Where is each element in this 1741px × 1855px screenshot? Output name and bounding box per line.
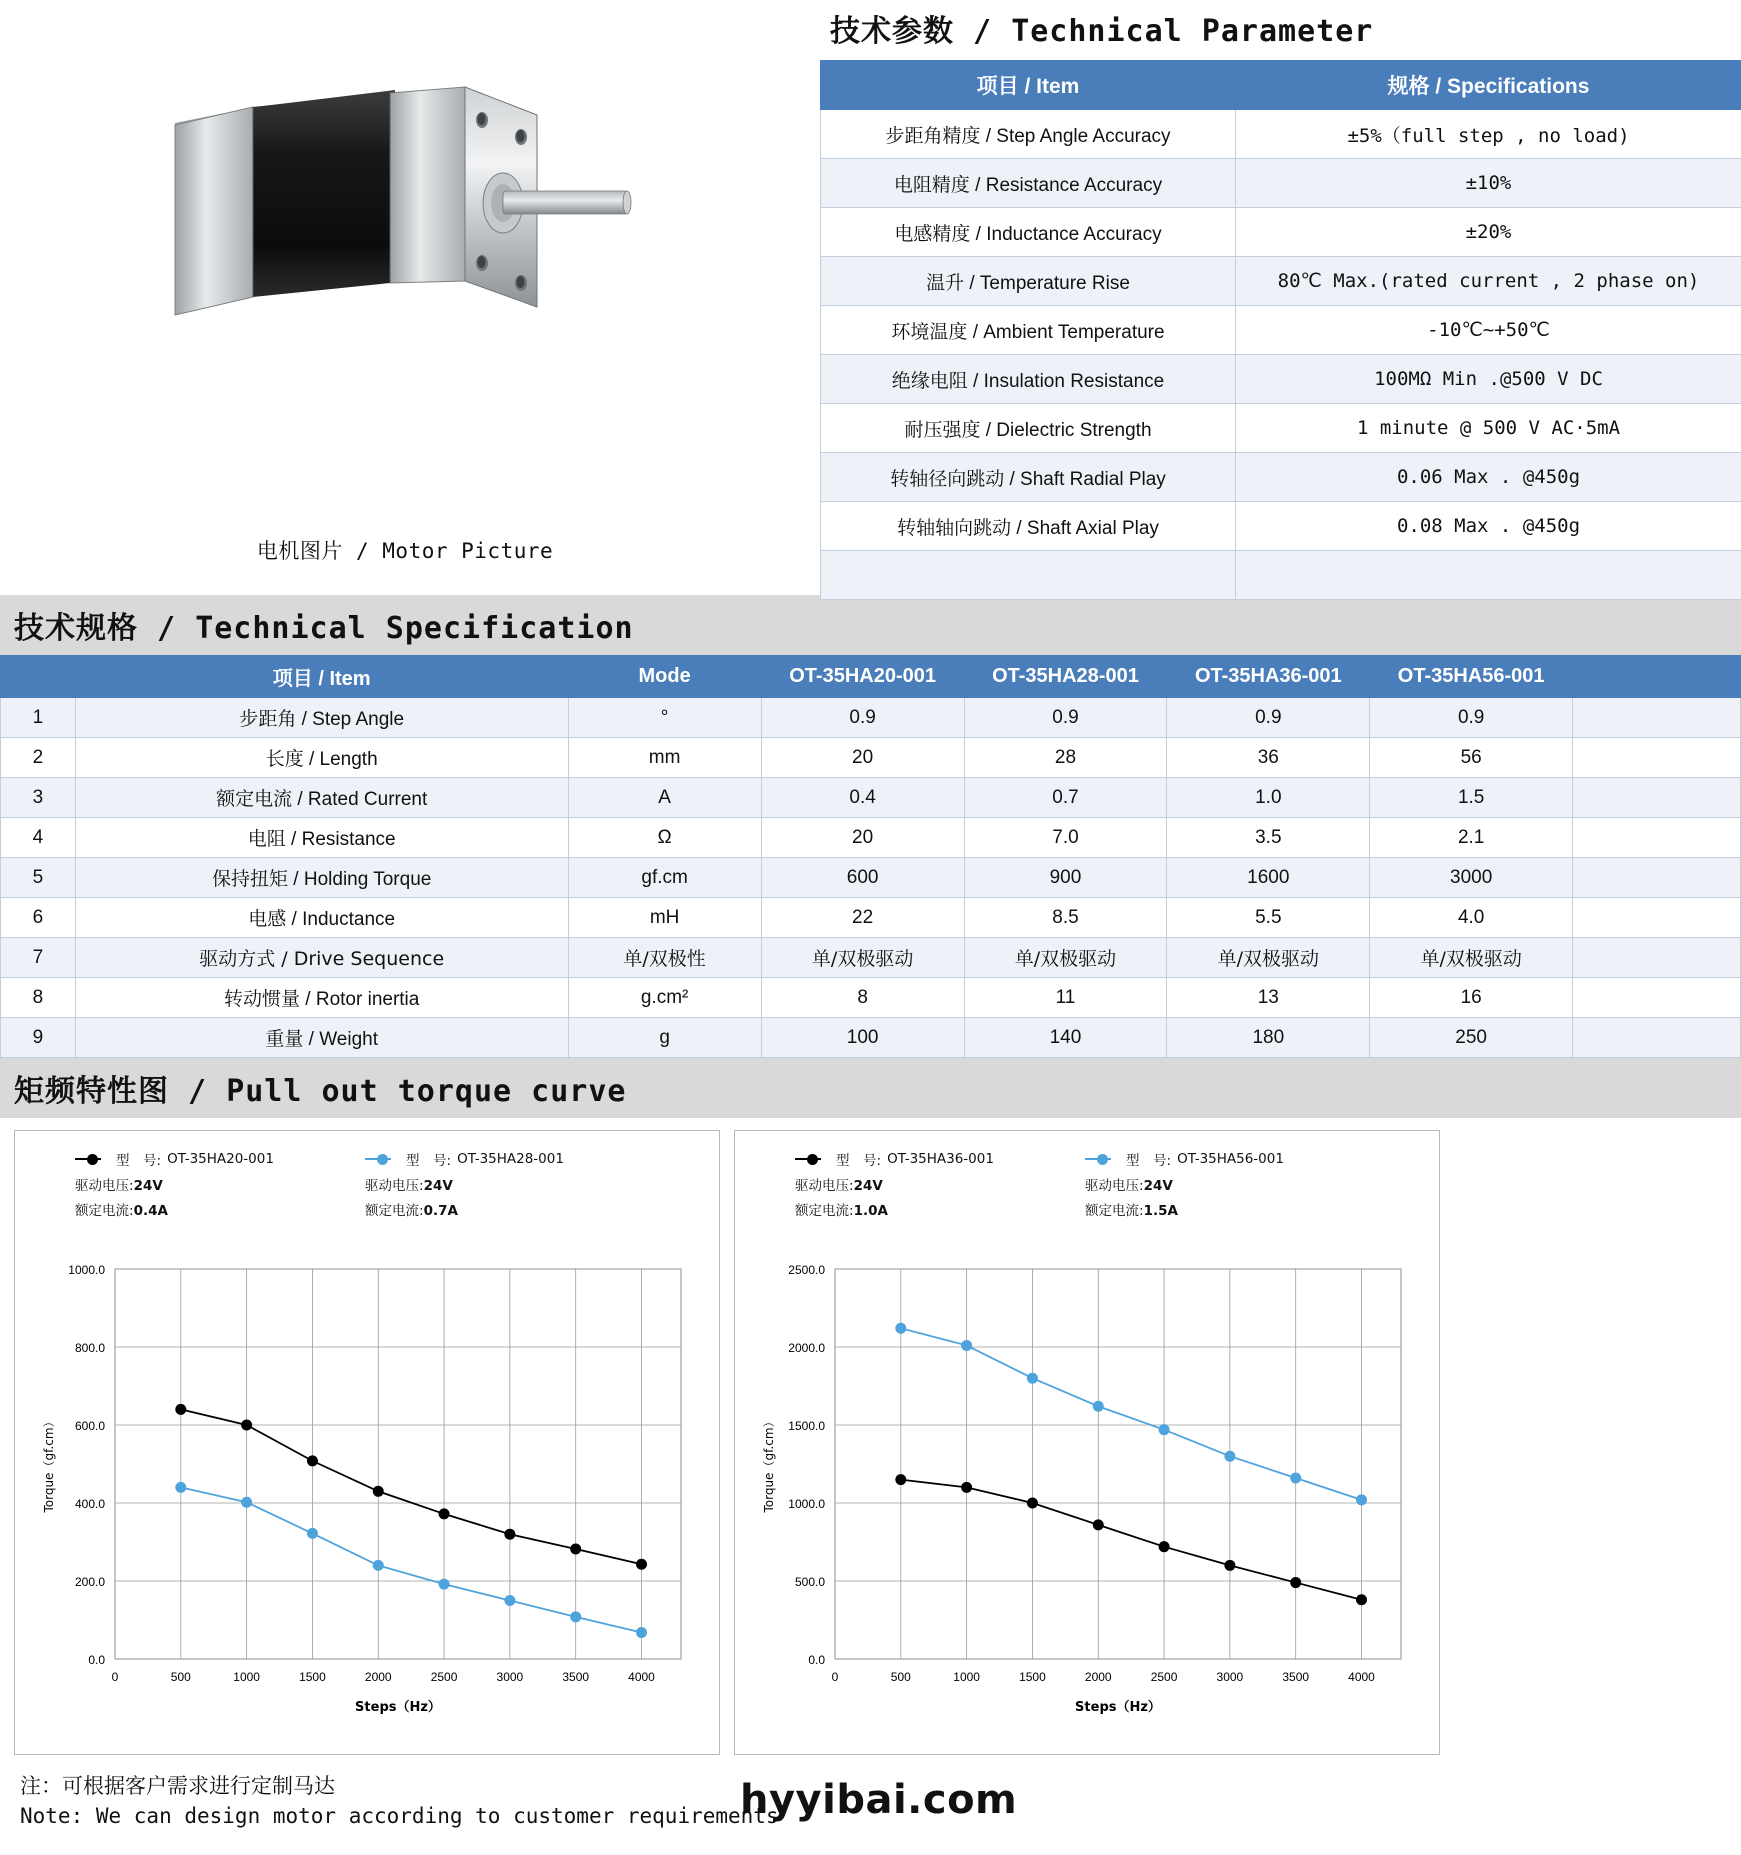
ts-value: 250: [1370, 1018, 1573, 1058]
ts-value: 0.7: [964, 778, 1167, 818]
tp-spec: 0.08 Max . @450g: [1236, 502, 1741, 551]
table-row: [1, 738, 1741, 778]
ts-value: 5.5: [1167, 898, 1370, 938]
ts-tail: [1573, 938, 1741, 978]
table-row: [821, 404, 1741, 453]
table-row: [821, 208, 1741, 257]
ts-header-mode: Mode: [568, 656, 761, 698]
svg-text:1000.0: 1000.0: [68, 1263, 105, 1277]
table-row: [821, 159, 1741, 208]
poc-title-cn: 矩频特性图: [14, 1074, 169, 1109]
ts-mode: mH: [568, 898, 761, 938]
legend-current-label: 额定电流:: [75, 1203, 134, 1219]
svg-text:Torque（gf.cm）: Torque（gf.cm）: [762, 1415, 776, 1513]
ts-value: 16: [1370, 978, 1573, 1018]
table-row: [821, 355, 1741, 404]
table-row: [1, 698, 1741, 738]
ts-no: 3: [1, 778, 76, 818]
technical-parameter-title: [820, 0, 1741, 60]
ts-header-model-2: OT-35HA28-001: [964, 656, 1167, 698]
ts-item: 电阻 / Resistance: [75, 818, 568, 858]
svg-text:200.0: 200.0: [74, 1575, 105, 1589]
ts-item: 长度 / Length: [75, 738, 568, 778]
ts-tail: [1573, 818, 1741, 858]
tp-spec: ±10%: [1236, 159, 1741, 208]
svg-text:4000: 4000: [628, 1670, 655, 1684]
ts-item: 转动惯量 / Rotor inertia: [75, 978, 568, 1018]
ts-value: 600: [761, 858, 964, 898]
table-row: [821, 306, 1741, 355]
table-row: [1, 938, 1741, 978]
ts-title-sep: /: [138, 611, 196, 646]
ts-value: 28: [964, 738, 1167, 778]
svg-text:0: 0: [831, 1670, 839, 1684]
svg-text:1000: 1000: [233, 1670, 260, 1684]
legend-dot-icon: [87, 1154, 98, 1165]
ts-no: 2: [1, 738, 76, 778]
ts-value: 22: [761, 898, 964, 938]
legend-voltage-value: 24V: [853, 1178, 883, 1194]
svg-text:Steps（Hz）: Steps（Hz）: [1075, 1700, 1161, 1715]
table-header-row: [821, 61, 1741, 110]
legend-dot-icon: [1097, 1154, 1108, 1165]
svg-text:1000.0: 1000.0: [788, 1497, 825, 1511]
tp-spec: -10℃~+50℃: [1236, 306, 1741, 355]
charts-container: [0, 1118, 1741, 1755]
ts-mode: gf.cm: [568, 858, 761, 898]
ts-tail: [1573, 978, 1741, 1018]
legend-voltage-value: 24V: [1143, 1178, 1173, 1194]
ts-mode: 单/双极性: [568, 938, 761, 978]
svg-text:2000: 2000: [364, 1670, 392, 1684]
ts-header-no: [1, 656, 76, 698]
legend-model-label: 型 号:: [1126, 1153, 1172, 1169]
svg-text:1500: 1500: [1019, 1670, 1046, 1684]
legend-dot-icon: [807, 1154, 818, 1165]
legend-model-label: 型 号:: [406, 1153, 452, 1169]
legend-model-label: 型 号:: [836, 1153, 882, 1169]
ts-item: 额定电流 / Rated Current: [75, 778, 568, 818]
ts-value: 3.5: [1167, 818, 1370, 858]
tp-item: 步距角精度 / Step Angle Accuracy: [821, 110, 1236, 159]
legend-model-label: 型 号:: [116, 1153, 162, 1169]
legend-voltage-value: 24V: [423, 1178, 453, 1194]
ts-value: 单/双极驱动: [761, 938, 964, 978]
legend-voltage-label: 驱动电压:: [75, 1178, 134, 1194]
tp-header-spec: 规格 / Specifications: [1236, 61, 1741, 110]
tp-item: 转轴轴向跳动 / Shaft Axial Play: [821, 502, 1236, 551]
ts-no: 1: [1, 698, 76, 738]
ts-value: 180: [1167, 1018, 1370, 1058]
chart-left-legend: [15, 1131, 719, 1219]
tp-item: [821, 551, 1236, 600]
ts-value: 36: [1167, 738, 1370, 778]
ts-tail: [1573, 1018, 1741, 1058]
technical-specification-table: [0, 655, 1741, 1058]
legend-voltage-label: 驱动电压:: [1085, 1178, 1144, 1194]
ts-value: 2.1: [1370, 818, 1573, 858]
tp-spec: [1236, 551, 1741, 600]
table-row: [821, 453, 1741, 502]
ts-item: 重量 / Weight: [75, 1018, 568, 1058]
ts-value: 0.9: [1167, 698, 1370, 738]
svg-text:3000: 3000: [1216, 1670, 1244, 1684]
legend-entry: [1085, 1149, 1375, 1219]
tp-item: 电阻精度 / Resistance Accuracy: [821, 159, 1236, 208]
table-row: [1, 778, 1741, 818]
tp-item: 温升 / Temperature Rise: [821, 257, 1236, 306]
ts-no: 6: [1, 898, 76, 938]
ts-value: 0.4: [761, 778, 964, 818]
motor-picture-caption: [0, 535, 810, 565]
svg-text:0.0: 0.0: [88, 1653, 105, 1667]
svg-text:500: 500: [170, 1670, 191, 1684]
technical-specification-title: [0, 595, 1741, 655]
ts-no: 4: [1, 818, 76, 858]
footer-note-en: Note: We can design motor according to customer requirements: [20, 1804, 779, 1828]
ts-no: 9: [1, 1018, 76, 1058]
ts-value: 56: [1370, 738, 1573, 778]
motor-image: [165, 85, 635, 385]
tp-item: 绝缘电阻 / Insulation Resistance: [821, 355, 1236, 404]
table-row: [1, 818, 1741, 858]
ts-mode: g: [568, 1018, 761, 1058]
footer-note-cn: 注：可根据客户需求进行定制马达: [20, 1774, 335, 1798]
ts-value: 1600: [1167, 858, 1370, 898]
ts-value: 1.0: [1167, 778, 1370, 818]
footer-note: [20, 1771, 779, 1831]
ts-tail: [1573, 858, 1741, 898]
tp-title-sep: /: [954, 14, 1012, 49]
ts-item: 保持扭矩 / Holding Torque: [75, 858, 568, 898]
ts-tail: [1573, 698, 1741, 738]
table-row: [821, 257, 1741, 306]
ts-value: 20: [761, 738, 964, 778]
ts-value: 单/双极驱动: [964, 938, 1167, 978]
tp-header-item: 项目 / Item: [821, 61, 1236, 110]
motor-caption-cn: 电机图片: [256, 539, 343, 563]
svg-text:1500.0: 1500.0: [788, 1419, 825, 1433]
motor-caption-en: Motor Picture: [382, 539, 554, 563]
svg-text:2500: 2500: [1150, 1670, 1178, 1684]
tp-spec: 80℃ Max.(rated current , 2 phase on): [1236, 257, 1741, 306]
ts-header-item: 项目 / Item: [75, 656, 568, 698]
chart-left-plot: [15, 1249, 721, 1749]
table-row: [821, 551, 1741, 600]
legend-model-value: OT-35HA36-001: [887, 1151, 994, 1167]
legend-current-value: 1.0A: [853, 1203, 888, 1219]
chart-right: [734, 1130, 1440, 1755]
svg-text:500.0: 500.0: [794, 1575, 825, 1589]
ts-header-tail: [1573, 656, 1741, 698]
chart-right-plot: [735, 1249, 1441, 1749]
svg-text:800.0: 800.0: [74, 1341, 105, 1355]
ts-value: 140: [964, 1018, 1167, 1058]
legend-voltage-label: 驱动电压:: [795, 1178, 854, 1194]
tp-spec: 100MΩ Min .@500 V DC: [1236, 355, 1741, 404]
tp-spec: ±20%: [1236, 208, 1741, 257]
tp-title-en: Technical Parameter: [1011, 14, 1374, 49]
svg-text:600.0: 600.0: [74, 1419, 105, 1433]
svg-text:0: 0: [111, 1670, 119, 1684]
legend-voltage-value: 24V: [133, 1178, 163, 1194]
svg-text:1500: 1500: [299, 1670, 326, 1684]
ts-value: 1.5: [1370, 778, 1573, 818]
ts-value: 0.9: [964, 698, 1167, 738]
ts-mode: mm: [568, 738, 761, 778]
legend-entry: [365, 1149, 655, 1219]
svg-text:400.0: 400.0: [74, 1497, 105, 1511]
legend-current-value: 0.7A: [423, 1203, 458, 1219]
svg-text:4000: 4000: [1348, 1670, 1375, 1684]
tp-spec: 0.06 Max . @450g: [1236, 453, 1741, 502]
ts-value: 0.9: [1370, 698, 1573, 738]
ts-value: 8.5: [964, 898, 1167, 938]
legend-entry: [795, 1149, 1085, 1219]
technical-parameter-table: [820, 60, 1741, 600]
ts-header-model-4: OT-35HA56-001: [1370, 656, 1573, 698]
ts-title-cn: 技术规格: [14, 611, 138, 646]
ts-value: 7.0: [964, 818, 1167, 858]
ts-value: 3000: [1370, 858, 1573, 898]
svg-text:3000: 3000: [496, 1670, 524, 1684]
legend-current-label: 额定电流:: [1085, 1203, 1144, 1219]
legend-current-label: 额定电流:: [795, 1203, 854, 1219]
ts-value: 11: [964, 978, 1167, 1018]
ts-item: 电感 / Inductance: [75, 898, 568, 938]
table-row: [821, 110, 1741, 159]
legend-model-value: OT-35HA20-001: [167, 1151, 274, 1167]
ts-value: 8: [761, 978, 964, 1018]
tp-item: 耐压强度 / Dielectric Strength: [821, 404, 1236, 453]
ts-no: 5: [1, 858, 76, 898]
ts-value: 20: [761, 818, 964, 858]
table-row: [1, 1018, 1741, 1058]
ts-mode: g.cm²: [568, 978, 761, 1018]
ts-value: 13: [1167, 978, 1370, 1018]
svg-text:2500.0: 2500.0: [788, 1263, 825, 1277]
legend-model-value: OT-35HA56-001: [1177, 1151, 1284, 1167]
tp-title-cn: 技术参数: [830, 14, 954, 49]
svg-text:3500: 3500: [562, 1670, 590, 1684]
ts-value: 900: [964, 858, 1167, 898]
motor-caption-sep: /: [342, 539, 383, 563]
ts-header-model-3: OT-35HA36-001: [1167, 656, 1370, 698]
legend-current-value: 0.4A: [133, 1203, 168, 1219]
ts-mode: °: [568, 698, 761, 738]
chart-right-legend: [735, 1131, 1439, 1219]
ts-mode: A: [568, 778, 761, 818]
svg-text:500: 500: [890, 1670, 911, 1684]
legend-entry: [75, 1149, 365, 1219]
ts-value: 单/双极驱动: [1370, 938, 1573, 978]
table-row: [1, 858, 1741, 898]
ts-title-en: Technical Specification: [195, 611, 634, 646]
legend-model-value: OT-35HA28-001: [457, 1151, 564, 1167]
table-header-row: [1, 656, 1741, 698]
tp-spec: ±5%（full step , no load): [1236, 110, 1741, 159]
table-row: [821, 502, 1741, 551]
ts-tail: [1573, 778, 1741, 818]
svg-text:Torque（gf.cm）: Torque（gf.cm）: [42, 1415, 56, 1513]
poc-title-en: Pull out torque curve: [226, 1074, 627, 1109]
ts-item: 步距角 / Step Angle: [75, 698, 568, 738]
chart-left: [14, 1130, 720, 1755]
legend-current-value: 1.5A: [1143, 1203, 1178, 1219]
ts-no: 7: [1, 938, 76, 978]
svg-text:2000.0: 2000.0: [788, 1341, 825, 1355]
ts-tail: [1573, 898, 1741, 938]
table-row: [1, 898, 1741, 938]
legend-dot-icon: [377, 1154, 388, 1165]
brand-text: hyyibai.com: [740, 1777, 1018, 1823]
motor-picture-pane: [0, 0, 810, 595]
ts-mode: Ω: [568, 818, 761, 858]
tp-item: 电感精度 / Inductance Accuracy: [821, 208, 1236, 257]
tp-spec: 1 minute @ 500 V AC·5mA: [1236, 404, 1741, 453]
svg-text:2000: 2000: [1084, 1670, 1112, 1684]
ts-tail: [1573, 738, 1741, 778]
ts-item: 驱动方式 / Drive Sequence: [75, 938, 568, 978]
table-row: [1, 978, 1741, 1018]
ts-value: 0.9: [761, 698, 964, 738]
pull-out-curve-title: [0, 1058, 1741, 1118]
svg-text:1000: 1000: [953, 1670, 980, 1684]
legend-voltage-label: 驱动电压:: [365, 1178, 424, 1194]
svg-text:3500: 3500: [1282, 1670, 1310, 1684]
ts-value: 单/双极驱动: [1167, 938, 1370, 978]
technical-parameter-pane: [810, 0, 1741, 595]
svg-text:0.0: 0.0: [808, 1653, 825, 1667]
ts-no: 8: [1, 978, 76, 1018]
svg-text:Steps（Hz）: Steps（Hz）: [355, 1700, 441, 1715]
top-section: [0, 0, 1741, 595]
svg-text:2500: 2500: [430, 1670, 458, 1684]
tp-item: 环境温度 / Ambient Temperature: [821, 306, 1236, 355]
tp-item: 转轴径向跳动 / Shaft Radial Play: [821, 453, 1236, 502]
ts-header-model-1: OT-35HA20-001: [761, 656, 964, 698]
ts-value: 100: [761, 1018, 964, 1058]
ts-value: 4.0: [1370, 898, 1573, 938]
legend-current-label: 额定电流:: [365, 1203, 424, 1219]
poc-title-sep: /: [169, 1074, 227, 1109]
technical-specification-band: [0, 595, 1741, 655]
footer: [0, 1763, 1741, 1855]
